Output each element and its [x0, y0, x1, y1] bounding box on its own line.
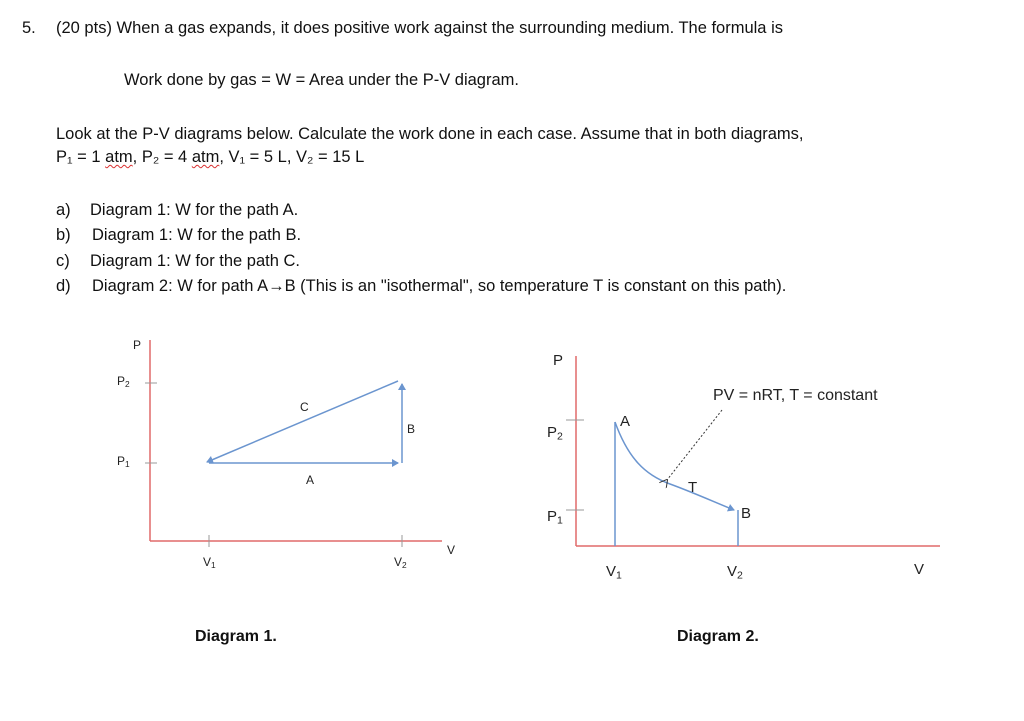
diagram2-v1-sub: 1	[616, 569, 622, 582]
diagram2-v2-sub: 2	[737, 569, 743, 582]
diagram2-p1-sub: 1	[557, 514, 563, 527]
diagram2-p1-main: P	[547, 508, 558, 525]
diagram2-v2-label	[727, 563, 743, 582]
diagram2-t-pointer	[667, 410, 722, 480]
diagram1-axes	[145, 340, 442, 547]
diagram2-v2-main: V	[727, 563, 738, 580]
instructions-line-1: Look at the P-V diagrams below. Calculate the work done in each case. Assume that in both diagrams,	[56, 125, 804, 143]
diagram2-axis-p-label: P	[553, 352, 564, 369]
diagram2-axis-v-label: V	[914, 561, 925, 578]
diagram1-paths	[207, 381, 402, 463]
diagram2-isotherm-curve	[615, 422, 734, 510]
diagram1-p2-main: P	[117, 374, 126, 388]
diagram1-path-c-label: C	[300, 400, 309, 414]
diagram1-v1-main: V	[203, 555, 212, 569]
given-p2: , P₂ = 4	[132, 148, 188, 166]
diagram1-v1-label	[203, 555, 216, 570]
diagram1-caption: Diagram 1.	[195, 628, 277, 645]
diagram2-p2-sub: 2	[557, 430, 563, 443]
diagram2-p2-label	[547, 424, 563, 443]
diagram1-path-c	[207, 381, 398, 462]
diagram2-equation-label: PV = nRT, T = constant	[713, 387, 878, 404]
work-formula: Work done by gas = W = Area under the P-V diagram.	[124, 71, 519, 89]
diagram2-point-b-label: B	[741, 505, 752, 522]
diagram1-v2-main: V	[394, 555, 403, 569]
diagram2-paths	[615, 410, 738, 546]
diagram1-path-b-label: B	[407, 422, 416, 436]
question-a-marker: a)	[56, 201, 71, 219]
diagram1-p2-sub: 2	[125, 379, 130, 390]
problem-intro: (20 pts) When a gas expands, it does positive work against the surrounding medium. The formula is	[56, 19, 783, 37]
diagram2-point-a-label: A	[620, 413, 631, 430]
diagram2-v1-main: V	[606, 563, 617, 580]
diagram2-p1-label	[547, 508, 563, 527]
diagram1-v2-label	[394, 555, 407, 570]
diagram1-axis-p-label: P	[133, 338, 142, 352]
question-d-text: Diagram 2: W for path A→B (This is an "isothermal", so temperature T is constant on this path).	[92, 277, 787, 295]
diagram1-axis-v-label: V	[447, 543, 456, 557]
given-p1: P₁ = 1	[56, 148, 101, 166]
diagram1-p1-main: P	[117, 454, 126, 468]
diagram2-caption: Diagram 2.	[677, 628, 759, 645]
diagram1-v2-sub: 2	[402, 560, 407, 571]
diagram2-v1-label	[606, 563, 622, 582]
diagram2-p2-main: P	[547, 424, 558, 441]
diagram1-p1-sub: 1	[125, 459, 130, 470]
diagram2-axes	[566, 356, 940, 546]
diagram1-v1-sub: 1	[211, 560, 216, 571]
question-d-marker: d)	[56, 277, 71, 295]
given-volumes: , V₁ = 5 L, V₂ = 15 L	[219, 148, 365, 166]
diagram1-p2-label	[117, 374, 130, 389]
given-atm-2: atm	[191, 148, 220, 166]
diagram2-t-label: T	[688, 479, 698, 496]
diagram1-p1-label	[117, 454, 130, 469]
question-b-marker: b)	[56, 226, 71, 244]
question-c-marker: c)	[56, 252, 70, 270]
question-b-text: Diagram 1: W for the path B.	[92, 226, 302, 244]
question-c-text: Diagram 1: W for the path C.	[90, 252, 300, 270]
question-a-text: Diagram 1: W for the path A.	[90, 201, 299, 219]
problem-number: 5.	[22, 19, 36, 37]
given-atm-1: atm	[105, 148, 133, 166]
diagram1-path-a-label: A	[306, 473, 315, 487]
